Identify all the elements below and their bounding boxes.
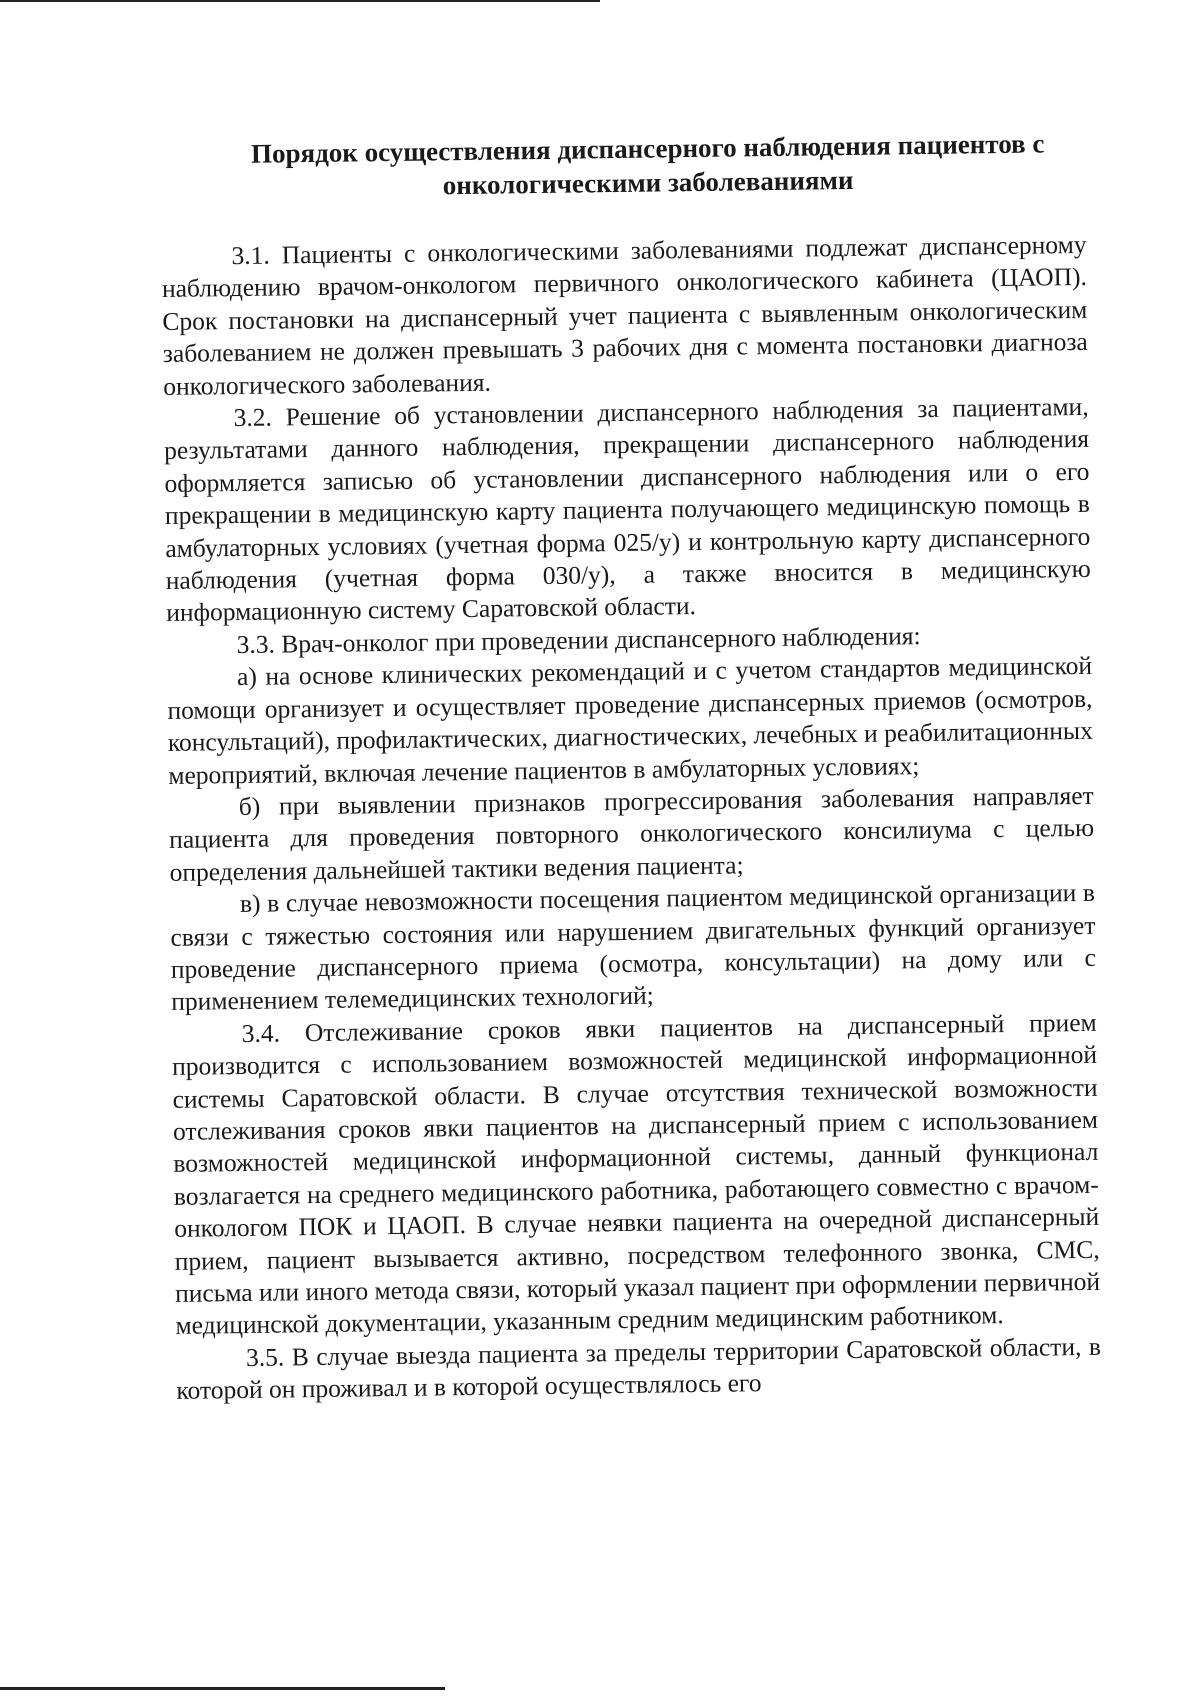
paragraph-3-1: 3.1. Пациенты с онкологическими заболеваниями подлежат диспансерному наблюдению врачом-онкологом первичного онкологического кабинета (ЦАОП). Срок постановки на диспансерный учет пациента с выявленным онкологическим заболеванием не должен превышать 3 рабочих дня с момента постановки диагноза онкологического заболевания.: [161, 229, 1088, 401]
title-line-2: онкологическими заболеваниями: [442, 164, 854, 201]
paragraph-3-4: 3.4. Отслеживание сроков явки пациентов на диспансерный прием производится с использованием возможностей медицинской информационной системы Саратовской области. В случае отсутствия технической возможности отслеживания сроков явки пациентов на диспансерный прием с использованием возможностей медицинской информационной системы, данный функционал возлагается на среднего медицинского работника, работающего совместно с врачом-онкологом ПОК и ЦАОП. В случае неявки пациента на очередной диспансерный прием, пациент вызывается активно, посредством телефонного звонка, СМС, письма или иного метода связи, который указал пациент при оформлении первичной медицинской документации, указанным средним медицинским работником.: [171, 1007, 1101, 1341]
paragraph-3-5: 3.5. В случае выезда пациента за пределы территории Саратовской области, в которой он проживал и в которой осуществлялось его: [176, 1331, 1102, 1406]
paragraph-3-3-c: в) в случае невозможности посещения пациентом медицинской организации в связи с тяжестью состояния или нарушением двигательных функций организует проведение диспансерного приема (осмотра, консультации) на дому или с применением телемедицинских технологий;: [170, 877, 1096, 1017]
paragraph-3-2: 3.2. Решение об установлении диспансерного наблюдения за пациентами, результатами данного наблюдения, прекращении диспансерного наблюдения оформляется записью об установлении диспансерного наблюдения или о его прекращении в медицинскую карту пациента получающего медицинскую помощь в амбулаторных условиях (учетная форма 025/у) и контрольную карту диспансерного наблюдения (учетная форма 030/у), а также вносится в медицинскую информационную систему Саратовской области.: [163, 391, 1091, 628]
document-title: [160, 126, 1086, 206]
paragraph-3-3: 3.3. Врач-онколог при проведении диспансерного наблюдения:: [236, 620, 921, 659]
paragraph-3-3-b: б) при выявлении признаков прогрессирования заболевания направляет пациента для проведения повторного онкологического консилиума с целью определения дальнейшей тактики ведения пациента;: [168, 780, 1095, 887]
title-line-1: Порядок осуществления диспансерного наблюдения пациентов с: [250, 128, 1045, 169]
top-rule: [0, 0, 600, 2]
bottom-rule: [0, 1687, 445, 1690]
paragraph-3-3-a: а) на основе клинических рекомендаций и с учетом стандартов медицинской помощи организует и осуществляет проведение диспансерных приемов (осмотров, консультаций), профилактических, диагностических, лечебных и реабилитационных мероприятий, включая лечение пациентов в амбулаторных условиях;: [167, 651, 1094, 790]
document-page: [160, 126, 1102, 1408]
